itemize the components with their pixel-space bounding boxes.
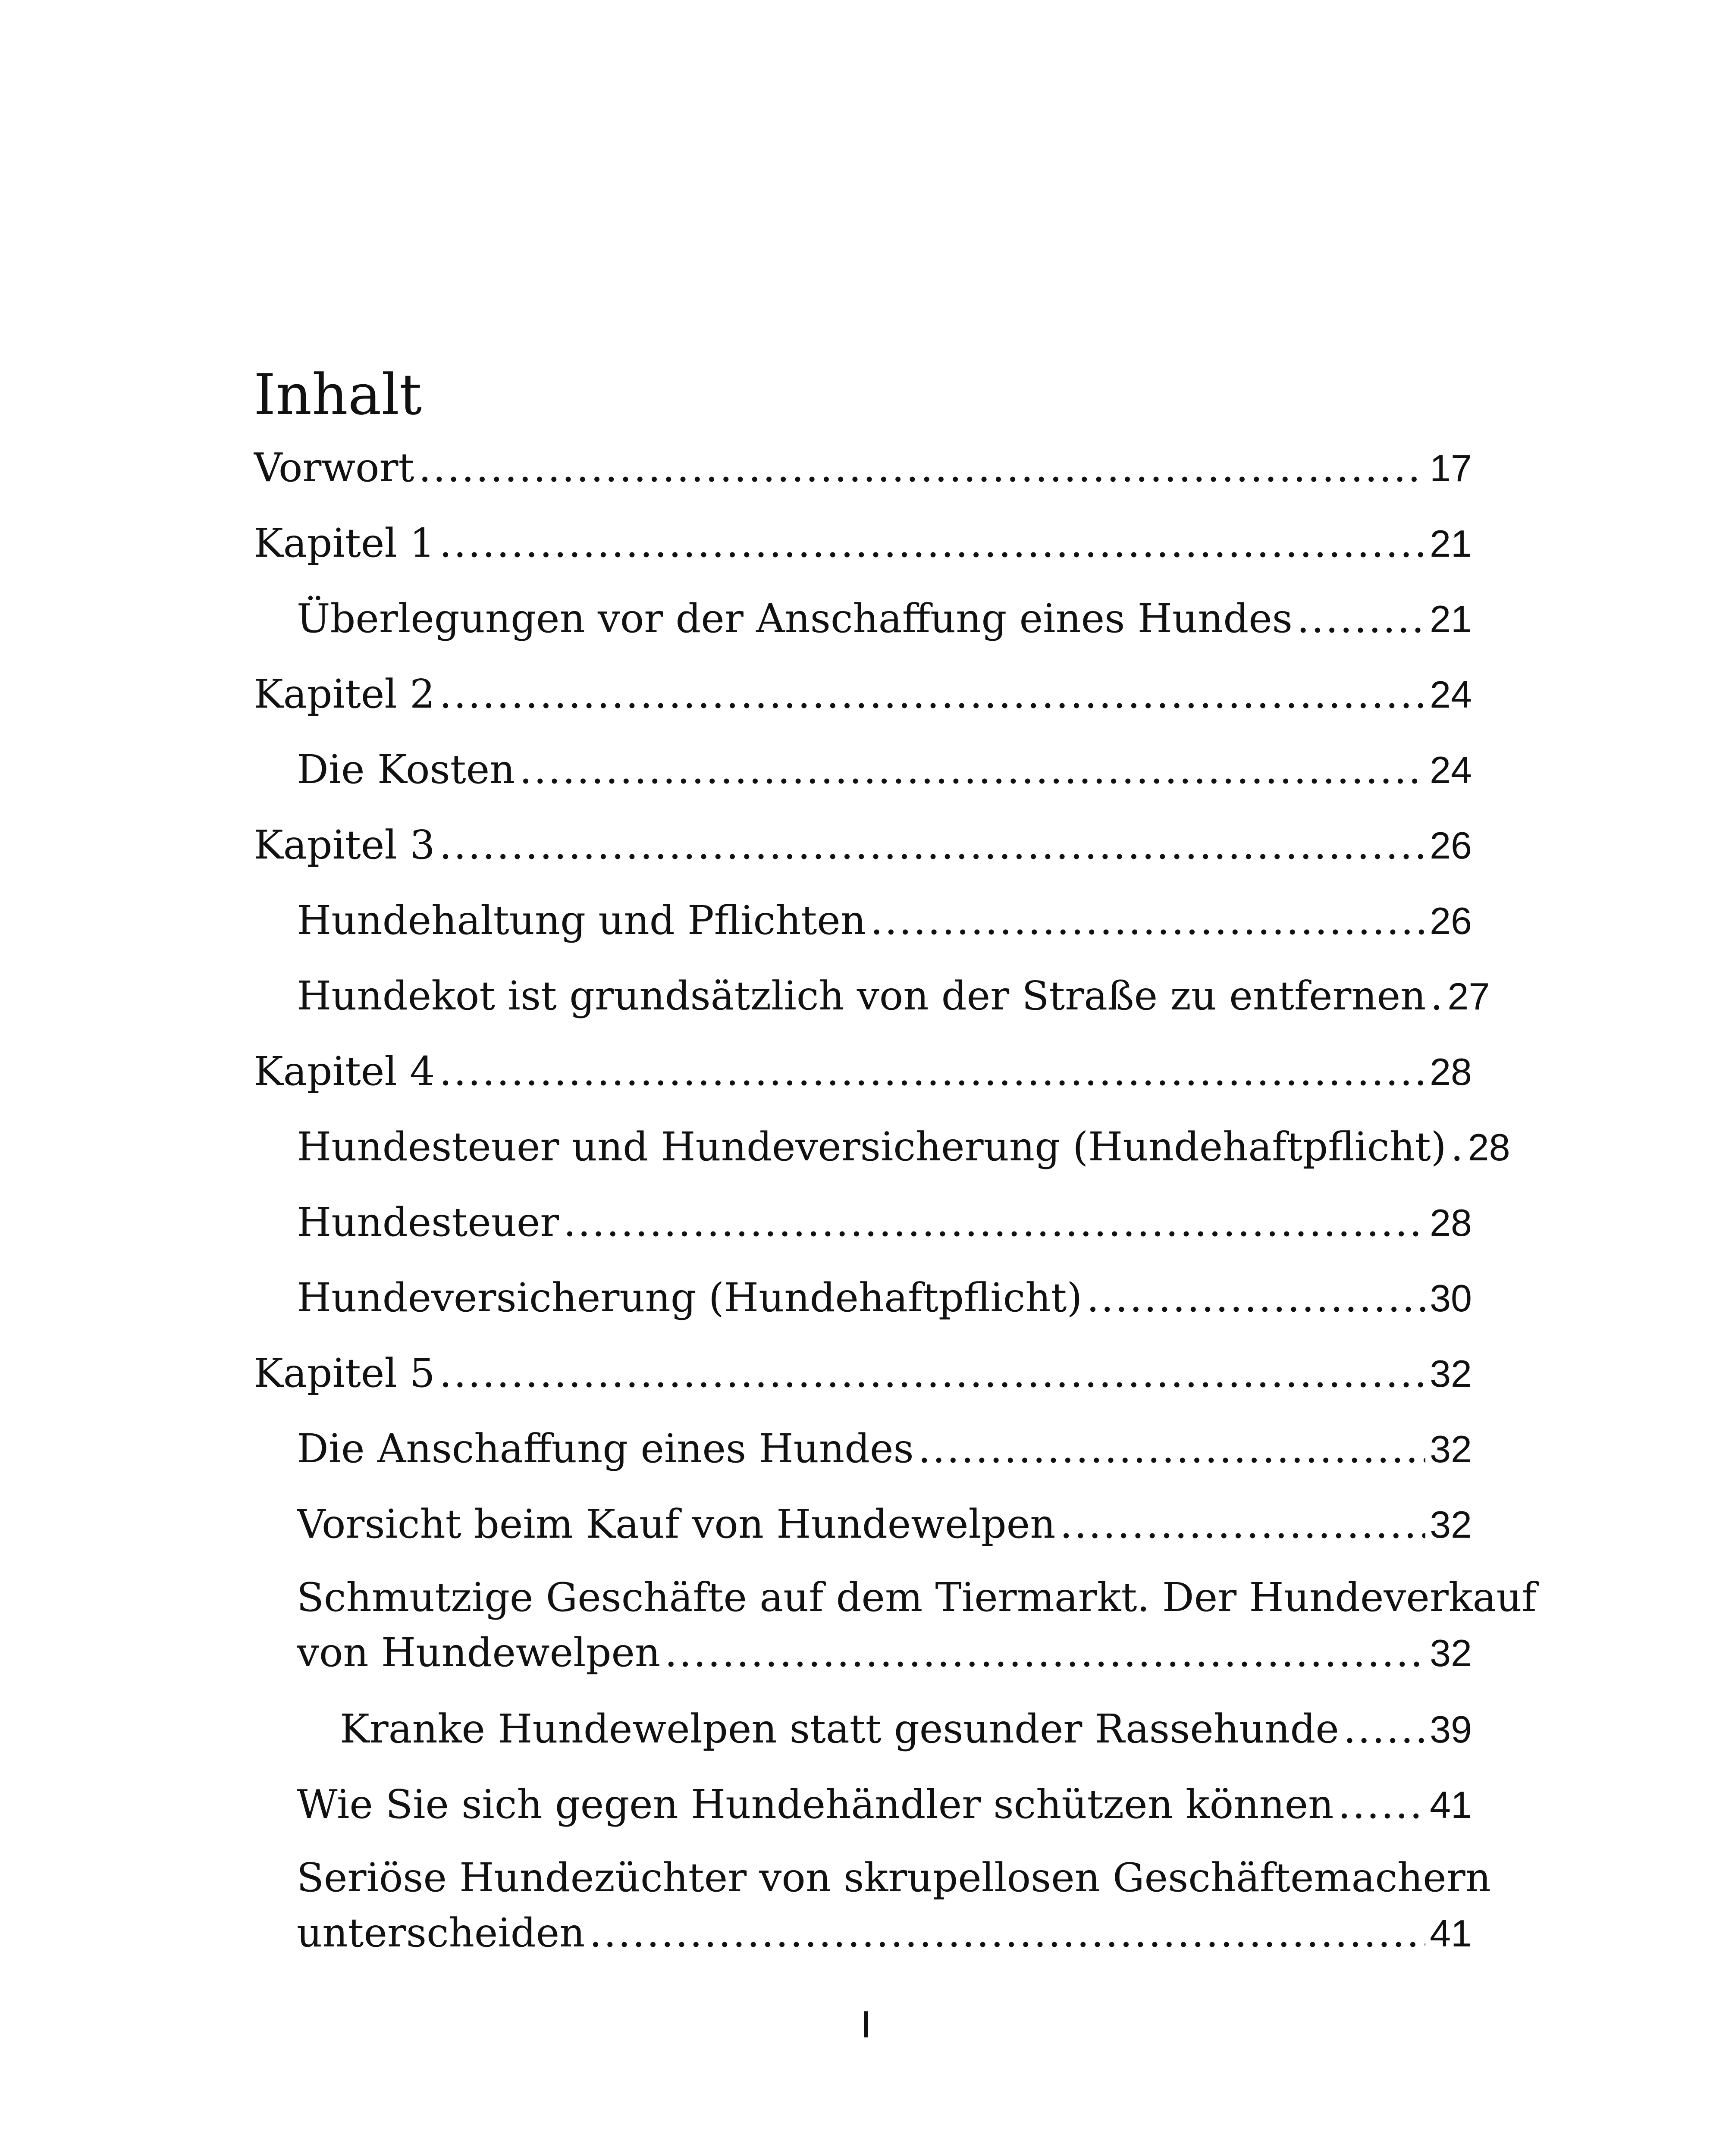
dot-leader bbox=[439, 671, 1426, 718]
dot-leader bbox=[1297, 595, 1425, 642]
toc-entry-hundeversicherung bbox=[297, 1274, 1472, 1322]
toc-page-number: 41 bbox=[1430, 1783, 1472, 1826]
toc-entry-text: Kapitel 1 bbox=[254, 520, 435, 566]
toc-entry-text: Wie Sie sich gegen Hundehändler schützen können bbox=[297, 1781, 1334, 1827]
toc-entry-text: Kranke Hundewelpen statt gesunder Rassehunde bbox=[340, 1706, 1339, 1752]
toc-page-number: 26 bbox=[1430, 899, 1472, 942]
toc-entry-text: Hundeversicherung (Hundehaftpflicht) bbox=[297, 1275, 1082, 1321]
toc-title: Inhalt bbox=[254, 362, 422, 427]
toc-page-number: 32 bbox=[1430, 1352, 1472, 1395]
toc-entry-text-line2: unterscheiden bbox=[297, 1910, 585, 1956]
toc-entry-text: Kapitel 4 bbox=[254, 1048, 435, 1094]
toc-page-number: 24 bbox=[1430, 673, 1472, 716]
toc-entry-kranke-welpen bbox=[340, 1705, 1472, 1753]
toc-entry-hundesteuer bbox=[297, 1199, 1472, 1246]
toc-entry-kapitel-1 bbox=[254, 520, 1472, 567]
dot-leader bbox=[439, 1048, 1426, 1095]
toc-page-number: 26 bbox=[1430, 824, 1472, 867]
dot-leader bbox=[918, 1425, 1425, 1473]
dot-leader bbox=[519, 746, 1425, 793]
toc-entry-text: Kapitel 2 bbox=[254, 671, 435, 717]
toc-entry-kapitel-3 bbox=[254, 821, 1472, 869]
toc-entry-text: Überlegungen vor der Anschaffung eines Hundes bbox=[297, 595, 1293, 642]
toc-entry-text: Hundesteuer und Hundeversicherung (Hundehaftpflicht) bbox=[297, 1124, 1446, 1170]
dot-leader bbox=[439, 821, 1426, 869]
toc-entry-hundehaltung bbox=[297, 897, 1472, 944]
toc-entry-text: Kapitel 3 bbox=[254, 822, 435, 868]
toc-entry-text-line1: Seriöse Hundezüchter von skrupellosen Geschäftemachern bbox=[297, 1855, 1491, 1901]
toc-entry-text: Kapitel 5 bbox=[254, 1350, 435, 1396]
toc-entry-kapitel-2 bbox=[254, 671, 1472, 718]
dot-leader bbox=[439, 520, 1426, 567]
dot-leader bbox=[870, 897, 1425, 944]
toc-page-number: 32 bbox=[1430, 1503, 1472, 1546]
toc-entry-serioese-zuechter bbox=[297, 1854, 1491, 1958]
toc-entry-text-line2: von Hundewelpen bbox=[297, 1630, 661, 1676]
toc-page-number: 39 bbox=[1430, 1708, 1472, 1751]
toc-page-number: 32 bbox=[1430, 1428, 1472, 1470]
toc-entry-text: Die Anschaffung eines Hundes bbox=[297, 1426, 914, 1472]
toc-page-number: 28 bbox=[1468, 1126, 1510, 1169]
dot-leader bbox=[1430, 972, 1443, 1020]
toc-entry-vorwort bbox=[254, 444, 1472, 492]
toc-page-number: 27 bbox=[1447, 975, 1490, 1018]
toc-entry-vorsicht-welpen bbox=[297, 1501, 1472, 1548]
dot-leader bbox=[1086, 1274, 1425, 1322]
page-number: I bbox=[860, 2003, 872, 2046]
toc-page-number: 41 bbox=[1430, 1912, 1472, 1955]
toc-entry-anschaffung bbox=[297, 1425, 1472, 1473]
toc-entry-text: Hundekot ist grundsätzlich von der Straße zu entfernen bbox=[297, 973, 1426, 1019]
toc-page-number: 24 bbox=[1430, 749, 1472, 791]
toc-page-number: 21 bbox=[1430, 598, 1472, 640]
toc-page-number: 32 bbox=[1430, 1632, 1472, 1674]
toc-entry-text: Vorwort bbox=[254, 445, 414, 491]
dot-leader bbox=[563, 1199, 1425, 1246]
toc-page-number: 28 bbox=[1430, 1201, 1472, 1244]
dot-leader bbox=[589, 1909, 1425, 1957]
dot-leader bbox=[1338, 1781, 1425, 1828]
toc-entry-kapitel-5 bbox=[254, 1350, 1472, 1397]
dot-leader bbox=[439, 1350, 1426, 1397]
dot-leader bbox=[1343, 1705, 1425, 1753]
toc-entry-text: Hundesteuer bbox=[297, 1199, 559, 1245]
dot-leader bbox=[665, 1629, 1425, 1677]
toc-entry-hundekot bbox=[297, 972, 1490, 1020]
toc-entry-text: Vorsicht beim Kauf von Hundewelpen bbox=[297, 1501, 1056, 1547]
toc-page-number: 21 bbox=[1430, 522, 1472, 565]
toc-entry-kapitel-4 bbox=[254, 1048, 1472, 1095]
toc-entry-die-kosten bbox=[297, 746, 1472, 793]
dot-leader bbox=[418, 444, 1425, 492]
toc-entry-ueberlegungen bbox=[297, 595, 1472, 642]
toc-page-number: 17 bbox=[1430, 447, 1472, 489]
toc-entry-text-line1: Schmutzige Geschäfte auf dem Tiermarkt. Der Hundeverkauf bbox=[297, 1574, 1537, 1620]
toc-entry-text: Hundehaltung und Pflichten bbox=[297, 897, 866, 943]
dot-leader bbox=[1060, 1501, 1426, 1548]
toc-page-number: 30 bbox=[1430, 1277, 1472, 1319]
toc-entry-hundehaendler-schuetzen bbox=[297, 1781, 1472, 1828]
toc-page-number: 28 bbox=[1430, 1050, 1472, 1093]
toc-entry-text: Die Kosten bbox=[297, 746, 515, 793]
toc-entry-hundesteuer-und-versicherung bbox=[297, 1123, 1510, 1171]
dot-leader bbox=[1451, 1123, 1464, 1171]
toc-entry-schmutzige-geschaefte bbox=[297, 1574, 1537, 1677]
